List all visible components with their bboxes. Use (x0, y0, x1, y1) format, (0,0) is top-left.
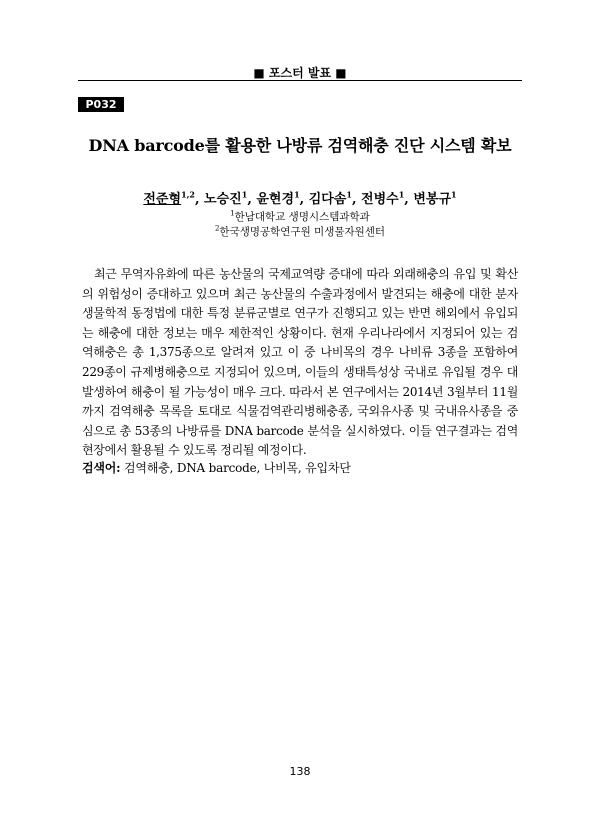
author-name: 김다솜 (308, 192, 347, 207)
affiliation-2 (0, 224, 600, 239)
affiliation-text: 한국생명공학연구원 미생물자원센터 (219, 226, 386, 238)
affiliation-text: 한남대학교 생명시스템과학과 (234, 211, 370, 223)
paper-title: DNA barcode를 활용한 나방류 검역해충 진단 시스템 확보 (88, 136, 512, 155)
author-sup: 1 (294, 189, 300, 200)
abstract-body: 최근 무역자유화에 따른 농산물의 국제교역량 증대에 따라 외래해충의 유입 및 확산의 위험성이 증대하고 있으며 최근 농산물의 수출과정에서 발견되는 해충에 대한 분자생물학적 동정법에 대한 특정 분류군별로 연구가 진행되고 있는 반면 해외에서 유입되는 해충에 대한 정보는 매우 제한적인 상황이다. 현재 우리나라에서 지정되어 있는 검역해충은 총 1,375종으로 알려져 있고 이 중 나비목의 경우 나비류 3종을 포함하여 229종이 규제병해충으로 지정되어 있으며, 이들의 생태특성상 국내로 유입될 경우 대발생하여 해충이 될 가능성이 매우 크다. 따라서 본 연구에서는 2014년 3월부터 11월까지 검역해충 목록을 토대로 식물검역관리병해충종, 국외유사종 및 국내유사종을 중심으로 총 53종의 나방류를 DNA barcode 분석을 실시하였다. 이들 연구결과는 검역현장에서 활용될 수 있도록 정리될 예정이다. (82, 267, 518, 458)
author-name: 전준형 (143, 192, 182, 207)
keywords-label: 검색어: (82, 461, 121, 475)
author-sup: 1 (346, 189, 352, 200)
author-name: 변봉규 (413, 192, 452, 207)
keywords-text: 검역해충, DNA barcode, 나비목, 유입차단 (124, 461, 351, 475)
header-rule (78, 80, 522, 81)
affiliation-sup: 1 (230, 209, 235, 218)
author-name: 전병수 (361, 192, 399, 207)
author-sup: 1 (398, 189, 405, 200)
affiliation-1 (0, 209, 600, 224)
author-name: 노승진 (204, 192, 242, 207)
affiliation-sup: 2 (214, 224, 220, 233)
keywords (82, 459, 518, 476)
author-sup: 1 (241, 189, 248, 200)
page-number: 138 (289, 765, 311, 778)
author-list: 전준형$^{1,2}$, 노승진$^1$, 윤현경$^1$, 김다솜$^1$, 전병수$^1$, 변봉규$^1$ (143, 189, 457, 207)
section-header: ■ 포스터 발표 ■ (253, 66, 347, 80)
author-sup: 1,2 (181, 189, 195, 200)
poster-id-badge: P032 (78, 97, 124, 112)
author-sup: 1 (451, 189, 457, 200)
author-name: 윤현경 (256, 192, 295, 207)
